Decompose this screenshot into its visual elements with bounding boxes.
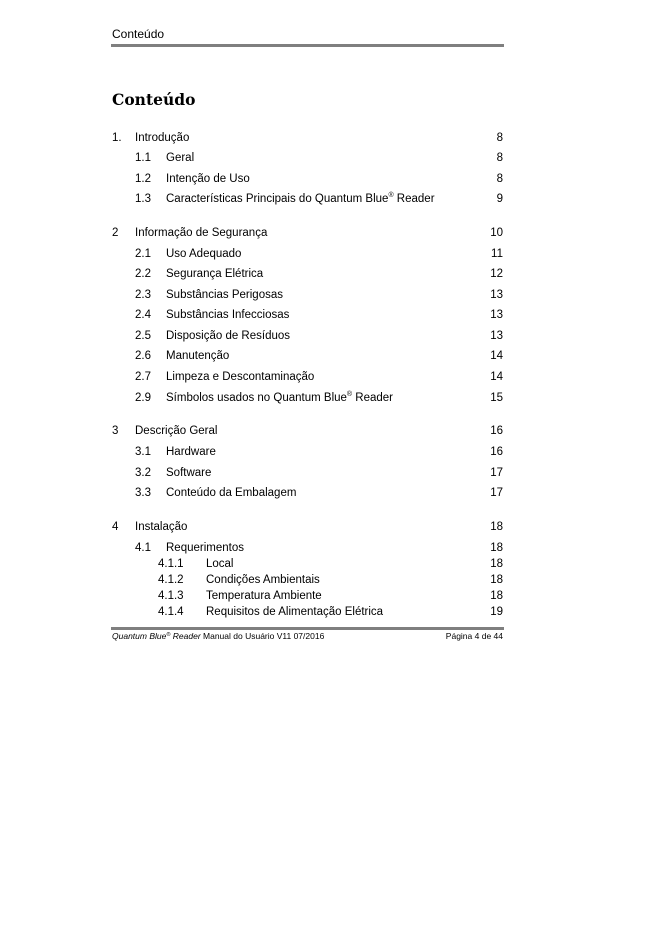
toc-number: 2.3	[135, 289, 151, 301]
toc-entry[interactable]	[0, 150, 662, 166]
toc-number: 4.1.1	[158, 558, 184, 570]
footer-product: Quantum Blue	[112, 631, 167, 641]
toc-page: 8	[496, 132, 503, 144]
toc-title: Local	[206, 558, 234, 570]
toc-title: Características Principais do Quantum Blue	[166, 193, 389, 205]
toc-number: 3.1	[135, 446, 151, 458]
toc-entry[interactable]	[0, 307, 662, 323]
toc-title-wrap	[166, 191, 435, 207]
toc-title: Limpeza e Descontaminação	[166, 371, 315, 383]
page-title: Conteúdo	[112, 90, 196, 109]
toc-entry[interactable]	[0, 369, 662, 385]
toc-title: Substâncias Perigosas	[166, 289, 283, 301]
toc-title-wrap	[166, 390, 393, 406]
toc-title: Substâncias Infecciosas	[166, 309, 290, 321]
toc-title: Descrição Geral	[135, 425, 218, 437]
toc-number: 2.9	[135, 392, 151, 404]
toc-page: 18	[490, 521, 503, 533]
toc-page: 10	[490, 227, 503, 239]
toc-number: 4.1.3	[158, 590, 184, 602]
toc-title: Condições Ambientais	[206, 574, 320, 586]
toc-title: Símbolos usados no Quantum Blue	[166, 392, 347, 404]
toc-page: 13	[490, 289, 503, 301]
toc-title: Intenção de Uso	[166, 173, 250, 185]
toc-title-suffix: Reader	[352, 392, 394, 404]
toc-title: Informação de Segurança	[135, 227, 268, 239]
toc-title: Hardware	[166, 446, 216, 458]
toc-page: 8	[496, 173, 503, 185]
toc-entry[interactable]	[0, 191, 662, 207]
toc-number: 2.4	[135, 309, 151, 321]
toc-title: Uso Adequado	[166, 248, 242, 260]
toc-title: Segurança Elétrica	[166, 268, 264, 280]
toc-title-suffix: Reader	[393, 193, 435, 205]
toc-number: 3.3	[135, 487, 151, 499]
toc-number: 4.1.4	[158, 606, 184, 618]
toc-entry[interactable]	[0, 130, 662, 146]
toc-page: 13	[490, 330, 503, 342]
toc-title: Introdução	[135, 132, 190, 144]
toc-title: Temperatura Ambiente	[206, 590, 322, 602]
toc-number: 2.2	[135, 268, 151, 280]
registered-mark: ®	[388, 192, 394, 199]
toc-page: 11	[491, 248, 503, 260]
toc-number: 4	[112, 521, 119, 533]
footer-document	[112, 631, 324, 641]
toc-entry[interactable]	[0, 423, 662, 439]
toc-title: Disposição de Resíduos	[166, 330, 291, 342]
toc-page: 16	[490, 446, 503, 458]
running-header: Conteúdo	[112, 27, 165, 41]
toc-page: 8	[496, 152, 503, 164]
footer-manual: Manual do Usuário V11 07/2016	[200, 631, 325, 641]
toc-number: 1.3	[135, 193, 151, 205]
toc-entry[interactable]	[0, 171, 662, 187]
toc-entry[interactable]	[0, 390, 662, 406]
toc-title: Requisitos de Alimentação Elétrica	[206, 606, 384, 618]
toc-entry[interactable]	[0, 287, 662, 303]
toc-number: 4.1	[135, 542, 151, 554]
toc-entry[interactable]	[0, 246, 662, 262]
footer-page-number: Página 4 de 44	[445, 631, 503, 641]
toc-page: 14	[490, 371, 503, 383]
toc-entry[interactable]	[0, 556, 662, 572]
toc-page: 13	[490, 309, 503, 321]
toc-entry[interactable]	[0, 588, 662, 604]
toc-page: 16	[490, 425, 503, 437]
header-rule	[111, 44, 504, 47]
toc-entry[interactable]	[0, 485, 662, 501]
toc-entry[interactable]	[0, 604, 662, 620]
toc-entry[interactable]	[0, 266, 662, 282]
toc-number: 1.1	[135, 152, 151, 164]
toc-entry[interactable]	[0, 465, 662, 481]
toc-entry[interactable]	[0, 328, 662, 344]
toc-page: 15	[490, 392, 503, 404]
footer-rule	[111, 627, 504, 630]
toc-entry[interactable]	[0, 444, 662, 460]
footer-registered-mark: ®	[166, 632, 171, 638]
toc-number: 4.1.2	[158, 574, 184, 586]
toc-page: 12	[490, 268, 503, 280]
toc-page: 17	[490, 467, 503, 479]
footer-product-suffix: Reader	[170, 631, 201, 641]
toc-number: 2.6	[135, 350, 151, 362]
toc-entry[interactable]	[0, 348, 662, 364]
toc-title: Geral	[166, 152, 195, 164]
toc-number: 2	[112, 227, 119, 239]
toc-entry[interactable]	[0, 540, 662, 556]
toc-entry[interactable]	[0, 519, 662, 535]
toc-page: 17	[490, 487, 503, 499]
toc-title: Conteúdo da Embalagem	[166, 487, 297, 499]
toc-number: 2.5	[135, 330, 151, 342]
toc-number: 1.2	[135, 173, 151, 185]
toc-number: 2.1	[135, 248, 151, 260]
toc-page: 18	[490, 542, 503, 554]
toc-number: 3.2	[135, 467, 151, 479]
toc-page: 18	[490, 558, 503, 570]
toc-number: 2.7	[135, 371, 151, 383]
toc-title: Manutenção	[166, 350, 230, 362]
toc-page: 18	[490, 590, 503, 602]
registered-mark: ®	[346, 391, 353, 398]
toc-number: 3	[112, 425, 119, 437]
toc-title: Requerimentos	[166, 542, 244, 554]
toc-page: 14	[490, 350, 503, 362]
toc-page: 18	[490, 574, 503, 586]
toc-entry[interactable]	[0, 572, 662, 588]
toc-page: 19	[490, 606, 503, 618]
toc-page: 9	[496, 193, 503, 205]
toc-title: Instalação	[135, 521, 188, 533]
toc-title: Software	[166, 467, 212, 479]
toc-entry[interactable]	[0, 225, 662, 241]
toc-number: 1.	[112, 132, 122, 144]
